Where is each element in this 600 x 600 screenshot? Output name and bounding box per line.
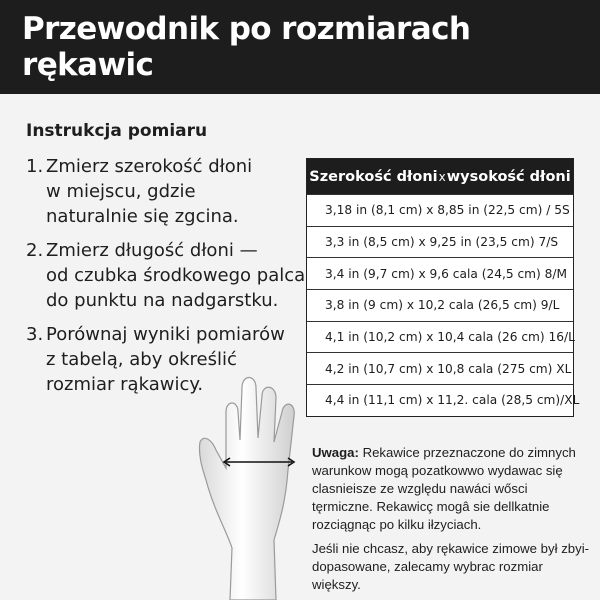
- step-text: Zmierz szerokość dłoni w miejscu, gdzie naturalnie się zgcina.: [46, 156, 253, 227]
- header-x-label: x: [438, 169, 446, 184]
- table-row: 4,4 in (11,1 cm) x 11,2. cala (28,5 cm)/XL: [307, 384, 573, 416]
- step-text: Porównaj wyniki pomiarów z tabelą, aby określić rozmiar rąkawicy.: [46, 324, 285, 395]
- instructions-title: Instrukcja pomiaru: [26, 121, 208, 141]
- table-row: 3,3 in (8,5 cm) x 9,25 in (23,5 cm) 7/S: [307, 226, 573, 258]
- note-text: Rekawice przeznaczone do zimnych warunkow mogą pozatkowwo wydawac się clasnieisze ze względu nawáci wősci tęrmiczne. Rekawicç mogâ sie dellkatnie rozciągnąc po kilku iłzyciach.: [312, 445, 576, 532]
- header-height-label: wysokość dłoni: [446, 168, 571, 185]
- table-row: 4,1 in (10,2 cm) x 10,4 cala (26 cm) 16/L: [307, 321, 573, 353]
- step-number: 1.: [26, 156, 44, 177]
- header-width-label: Szerokość dłoni: [309, 168, 438, 185]
- size-table: [306, 158, 580, 417]
- table-row: 3,18 in (8,1 cm) x 8,85 in (22,5 cm) / 5S: [307, 194, 573, 226]
- step-text: Zmierz długość dłoni — od czubka środkowego palca do punktu na nadgarstku.: [46, 240, 306, 311]
- note-box: [312, 444, 590, 594]
- step-number: 3.: [26, 324, 44, 345]
- step-1: [26, 154, 306, 229]
- page-title: Przewodnik po rozmiarach rękawic: [22, 11, 471, 83]
- size-table-header: [307, 159, 573, 194]
- note-paragraph-1: [312, 444, 590, 534]
- table-row: 3,4 in (9,7 cm) x 9,6 cala (24,5 cm) 8/M: [307, 257, 573, 289]
- step-number: 2.: [26, 240, 44, 261]
- step-2: [26, 238, 306, 313]
- table-row: 3,8 in (9 cm) x 10,2 cala (26,5 cm) 9/L: [307, 289, 573, 321]
- instructions-steps: [26, 154, 306, 406]
- note-label: Uwaga:: [312, 445, 359, 460]
- hand-illustration: [196, 370, 306, 600]
- table-row: 4,2 in (10,7 cm) x 10,8 cala (275 cm) XL: [307, 352, 573, 384]
- note-paragraph-2: Jeśli nie chcasz, aby rękawice zimowe był zbyi-dopasowane, zalecamy wybrac rozmiar większy.: [312, 541, 590, 592]
- page-header: [0, 0, 600, 94]
